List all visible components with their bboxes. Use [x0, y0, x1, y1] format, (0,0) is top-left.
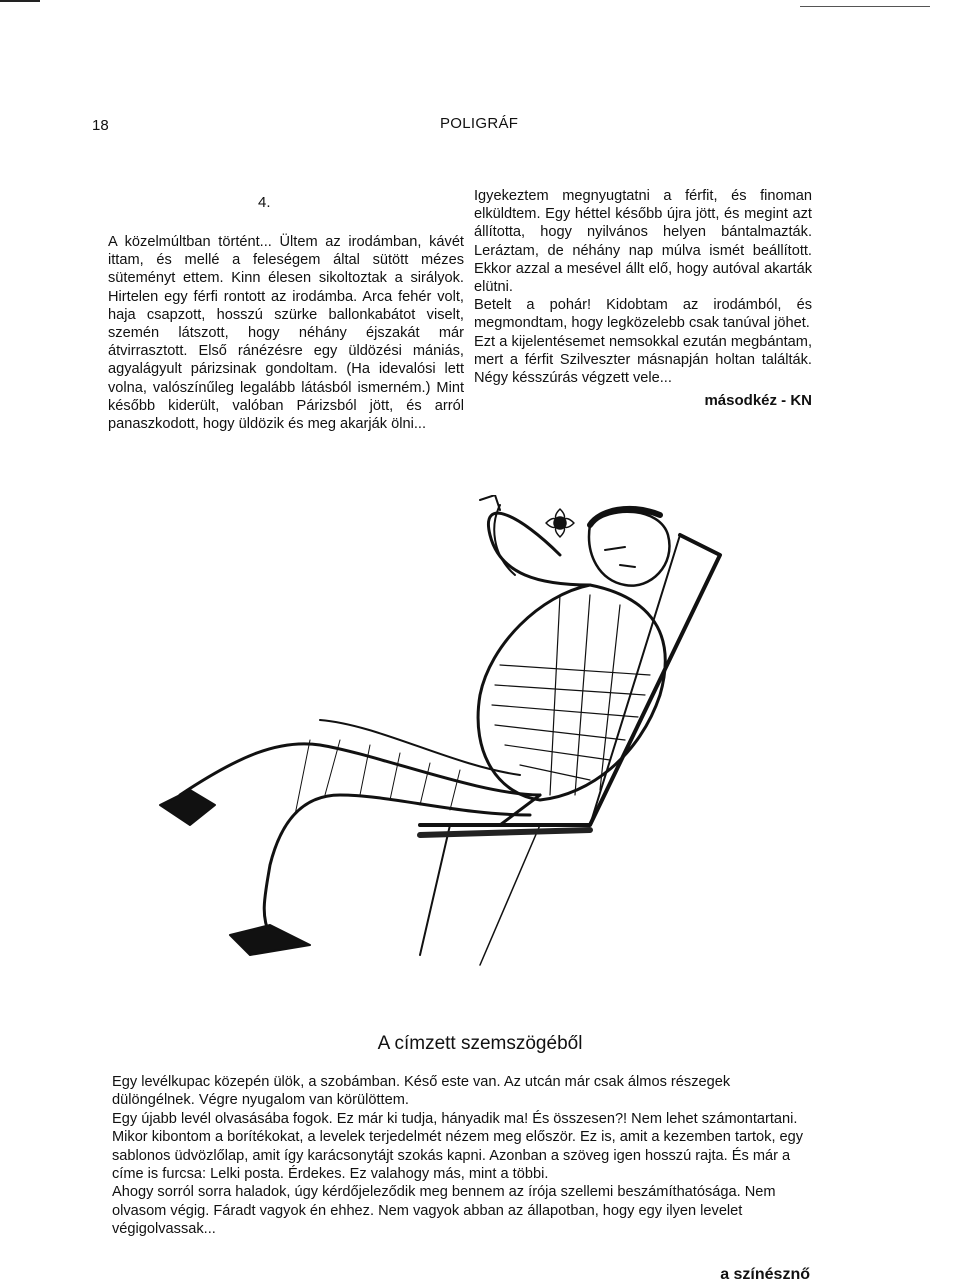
- article-signature: a színésznő: [720, 1266, 810, 1283]
- story-paragraph: Betelt a pohár! Kidobtam az irodámból, és megmondtam, hogy legközelebb csak tanúval jöhet.: [474, 297, 812, 332]
- story-paragraph: Ezt a kijelentésemet nemsokkal ezután megbántam, mert a férfit Szilveszter másnapján holtan találták. Négy késszúrás végzett vele...: [474, 333, 812, 387]
- deck-chair-frame: [420, 535, 720, 825]
- page-number: 18: [92, 117, 109, 134]
- scan-edge-line-right: [800, 6, 930, 7]
- story-signature: másodkéz - KN: [704, 392, 812, 410]
- right-column: [474, 187, 812, 410]
- reclining-man-illustration: [120, 495, 840, 975]
- legs: [180, 744, 540, 795]
- story-paragraph: Igyekeztem megnyugtatni a férfit, és finoman elküldtem. Egy héttel később újra jött, és megint azt állította, hogy nyilvános helyen bántalmazták. Leráztam, de néhány nap múlva ismét beállított. Ekkor azzal a mesével állt elő, hogy autóval akarták elütni.: [474, 188, 812, 296]
- jacket: [478, 585, 665, 800]
- head: [589, 512, 669, 586]
- flower-icon: [546, 509, 574, 537]
- article-paragraph: Ahogy sorról sorra haladok, úgy kérdőjeleződik meg bennem az írója szellemi beszámíthatósága. Nem olvasom végig. Fáradt vagyok én ehhez. Nem vagyok abban az állapotban, hogy egy ilyen levelet végigolvassak...: [112, 1184, 776, 1238]
- scan-edge-line: [0, 0, 40, 2]
- running-head: POLIGRÁF: [440, 115, 519, 132]
- article-paragraph: Mikor kibontom a borítékokat, a levelek terjedelmét nézem meg először. Ez is, amit a kezemben tartok, egy sablonos üdvözlőlap, amit így karácsonytájt szokás kapni. Azonban a szöveg igen hosszú rajta. És már a címe is furcsa: Lelki posta. Érdekes. Ez valahogy más, mint a többi.: [112, 1129, 804, 1183]
- story-paragraph: A közelmúltban történt... Ültem az irodámban, kávét ittam, és mellé a feleségem által sütött mézes süteményt ettem. Kinn élesen sikoltoztak a sirályok. Hirtelen egy férfi rontott az irodámba. Arca fehér volt, haja csapzott, hosszú szürke ballonkabátot viselt, szemén látszott, hogy néhány éjszakát már átvirrasztott. Első ránézésre egy üldözési mániás, agyalágyult párizsinak gondoltam. (Ha idevalósi lett volna, valószínűleg legalább látásból ismerném.) Mint később kiderült, valóban Párizsból jött, és arról panaszkodott, hogy üldözik és meg akarják ölni...: [108, 234, 464, 433]
- arms: [488, 513, 590, 585]
- article-paragraph: Egy újabb levél olvasásába fogok. Ez már ki tudja, hányadik ma! És összesen?! Nem lehet számontartani.: [112, 1110, 798, 1127]
- bottom-article: [112, 1073, 806, 1239]
- shoe: [160, 790, 215, 825]
- section-number: 4.: [258, 194, 271, 211]
- section-title: A címzett szemszögéből: [377, 1033, 583, 1054]
- article-paragraph: Egy levélkupac közepén ülök, a szobámban. Késő este van. Az utcán már csak álmos részegek dülöngélnek. Végre nyugalom van körülöttem.: [112, 1074, 731, 1109]
- shoe: [230, 925, 310, 955]
- left-column: [108, 233, 464, 433]
